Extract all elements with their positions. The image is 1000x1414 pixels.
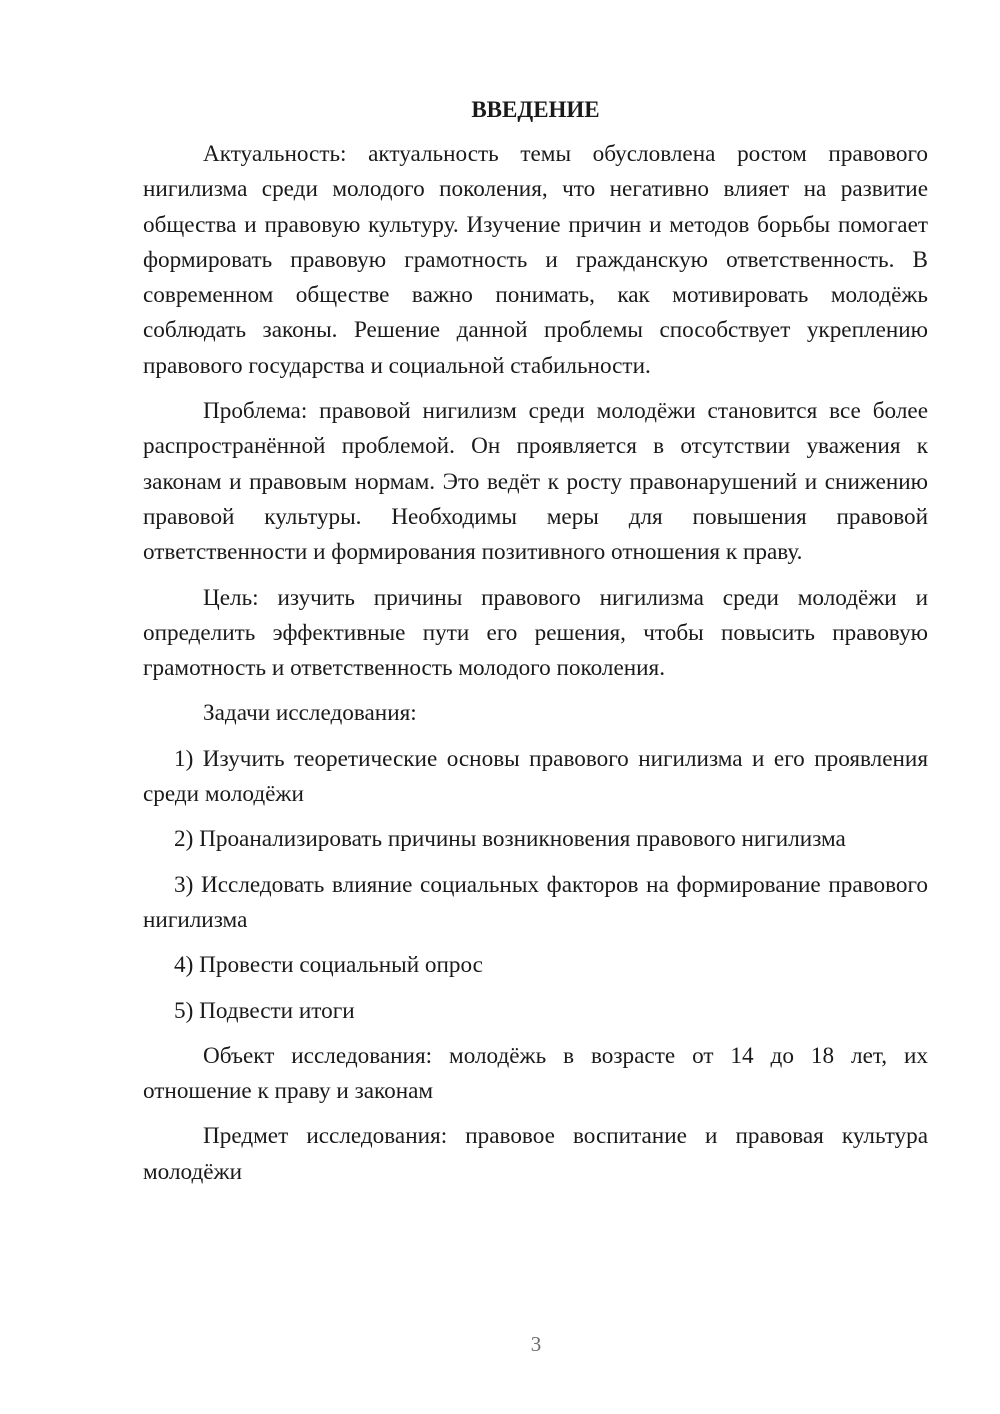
subject-paragraph: Предмет исследования: правовое воспитание и правовая культура молодёжи <box>143 1123 928 1185</box>
task-item: 2) Проанализировать причины возникновения правового нигилизма <box>174 826 846 853</box>
relevance-paragraph: Актуальность: актуальность темы обусловлена ростом правового нигилизма среди молодого поколения, что негативно влияет на развитие общества и правовую культуру. Изучение причин и методов борьбы помогает формировать правовую грамотность и гражданскую ответственность. В современном обществе важно понимать, как мотивировать молодёжь соблюдать законы. Решение данной проблемы способствует укреплению правового государства и социальной стабильности. <box>143 141 928 379</box>
task-item: 4) Провести социальный опрос <box>174 952 483 979</box>
problem-paragraph: Проблема: правовой нигилизм среди молодёжи становится все более распространённой проблемой. Он проявляется в отсутствии уважения к законам и правовым нормам. Это ведёт к росту правонарушений и снижению правовой культуры. Необходимы меры для повышения правовой ответственности и формирования позитивного отношения к праву. <box>143 398 928 566</box>
tasks-heading: Задачи исследования: <box>203 700 417 727</box>
task-item: 5) Подвести итоги <box>174 997 355 1024</box>
task-item: 1) Изучить теоретические основы правового нигилизма и его проявления среди молодёжи <box>143 745 928 808</box>
document-page <box>143 92 928 1200</box>
goal-paragraph: Цель: изучить причины правового нигилизма среди молодёжи и определить эффективные пути его решения, чтобы повысить правовую грамотность и ответственность молодого поколения. <box>143 584 928 682</box>
object-paragraph: Объект исследования: молодёжь в возрасте от 14 до 18 лет, их отношение к праву и законам <box>143 1042 928 1105</box>
page-number: 3 <box>530 1332 542 1356</box>
section-title: ВВЕДЕНИЕ <box>471 97 600 122</box>
task-item: 3) Исследовать влияние социальных факторов на формирование правового нигилизма <box>143 871 928 933</box>
